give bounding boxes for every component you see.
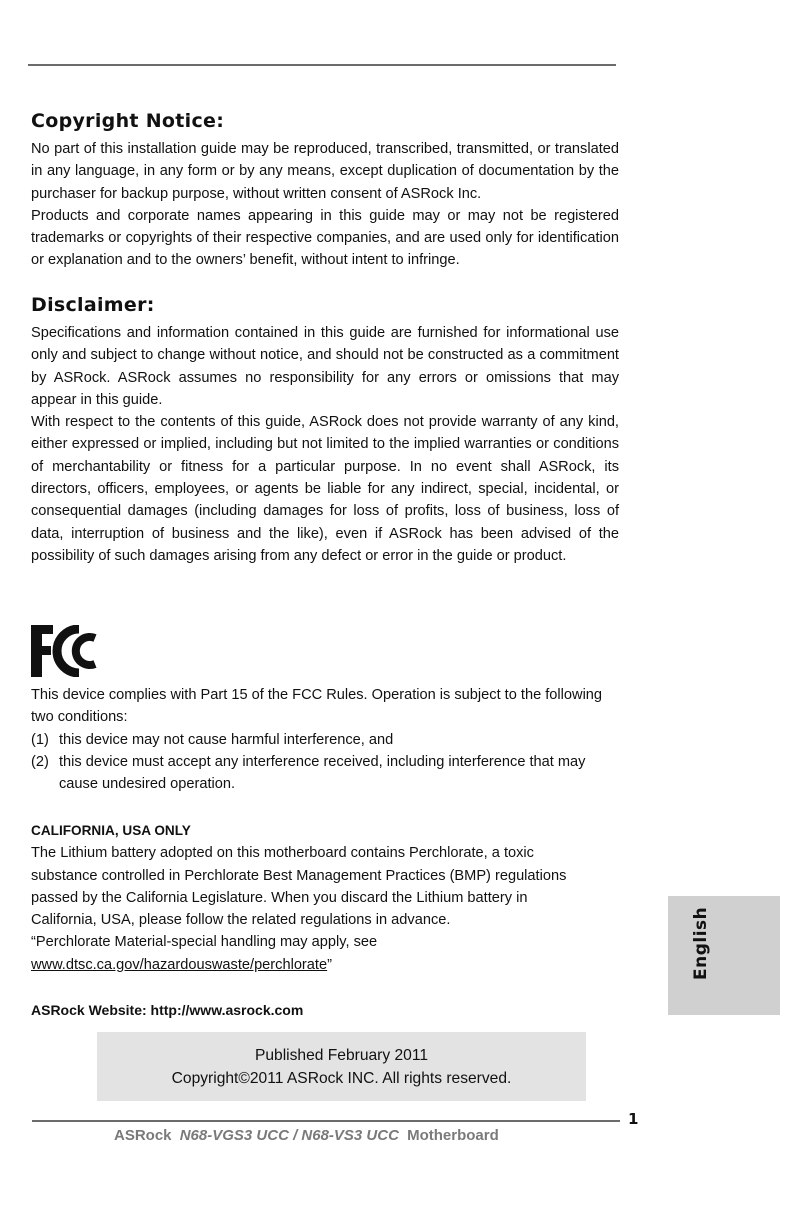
california-line: “Perchlorate Material-special handling may apply, see: [31, 934, 378, 951]
california-line: passed by the California Legislature. When you discard the Lithium battery in: [31, 889, 528, 906]
disclaimer-heading: Disclaimer:: [31, 294, 155, 316]
disclaimer-paragraph: With respect to the contents of this guide, ASRock does not provide warranty of any kind, either expressed or implied, including but not limited to the implied warranties or conditions of merchantability or fitness for a particular purpose. In no event shall ASRock, its directors, officers, employees, or agents be liable for any indirect, special, incidental, or consequential damages (including damages for loss of profits, loss of business, loss of data, interruption of business and the like), even if ASRock has been advised of the possibility of such damages arising from any defect or error in the guide or product.: [31, 414, 619, 564]
copyright-heading: Copyright Notice:: [31, 110, 225, 132]
publication-box: [97, 1032, 586, 1101]
condition-text: this device must accept any interference received, including interference that may cause undesired operation.: [59, 753, 586, 793]
fcc-intro: This device complies with Part 15 of the FCC Rules. Operation is subject to the following two conditions:: [31, 687, 603, 726]
top-divider: [28, 64, 616, 66]
california-title: CALIFORNIA, USA ONLY: [31, 823, 191, 838]
copyright-paragraph: Products and corporate names appearing in this guide may or may not be registered trademarks or copyrights of their respective companies, and are used only for identification or explanation and to the owners’ benefit, without intent to infringe.: [31, 207, 619, 269]
condition-number: (2): [31, 753, 49, 770]
footer-title: [114, 1127, 499, 1144]
bottom-divider: [32, 1120, 620, 1122]
fcc-statement: [31, 684, 606, 795]
copyright-line: Copyright©2011 ASRock INC. All rights reserved.: [171, 1069, 512, 1087]
footer-model: N68-VGS3 UCC / N68-VS3 UCC: [179, 1127, 399, 1144]
page-number: 1: [628, 1110, 639, 1128]
footer-suffix: Motherboard: [407, 1127, 499, 1144]
perchlorate-link[interactable]: www.dtsc.ca.gov/hazardouswaste/perchlorate: [31, 956, 328, 973]
disclaimer-paragraph: Specifications and information contained in this guide are furnished for informational use only and subject to change without notice, and should not be constructed as a commitment by ASRock. ASRock assumes no responsibility for any errors or omissions that may appear in this guide.: [31, 325, 619, 408]
condition-text: this device may not cause harmful interference, and: [59, 731, 394, 748]
fcc-condition: [31, 751, 606, 796]
copyright-text: [31, 138, 619, 272]
disclaimer-text: [31, 322, 619, 567]
condition-number: (1): [31, 731, 49, 748]
copyright-paragraph: No part of this installation guide may be reproduced, transcribed, transmitted, or translated in any language, in any form or by any means, except duplication of documentation by the purchaser for backup purpose, without written consent of ASRock Inc.: [31, 141, 619, 202]
fcc-logo-icon: [31, 625, 103, 677]
footer-brand: ASRock: [114, 1127, 172, 1144]
published-date: Published February 2011: [254, 1046, 429, 1064]
quote-close: ”: [327, 956, 332, 973]
fcc-condition: [31, 729, 606, 751]
language-tab-label: English: [691, 906, 711, 980]
website-line: ASRock Website: http://www.asrock.com: [31, 1002, 304, 1018]
language-tab: [668, 896, 780, 1015]
california-link-line: [31, 954, 621, 976]
california-line: substance controlled in Perchlorate Best Management Practices (BMP) regulations: [31, 867, 567, 884]
california-notice: [31, 820, 621, 976]
california-line: California, USA, please follow the related regulations in advance.: [31, 912, 451, 929]
california-line: The Lithium battery adopted on this motherboard contains Perchlorate, a toxic: [31, 845, 534, 862]
